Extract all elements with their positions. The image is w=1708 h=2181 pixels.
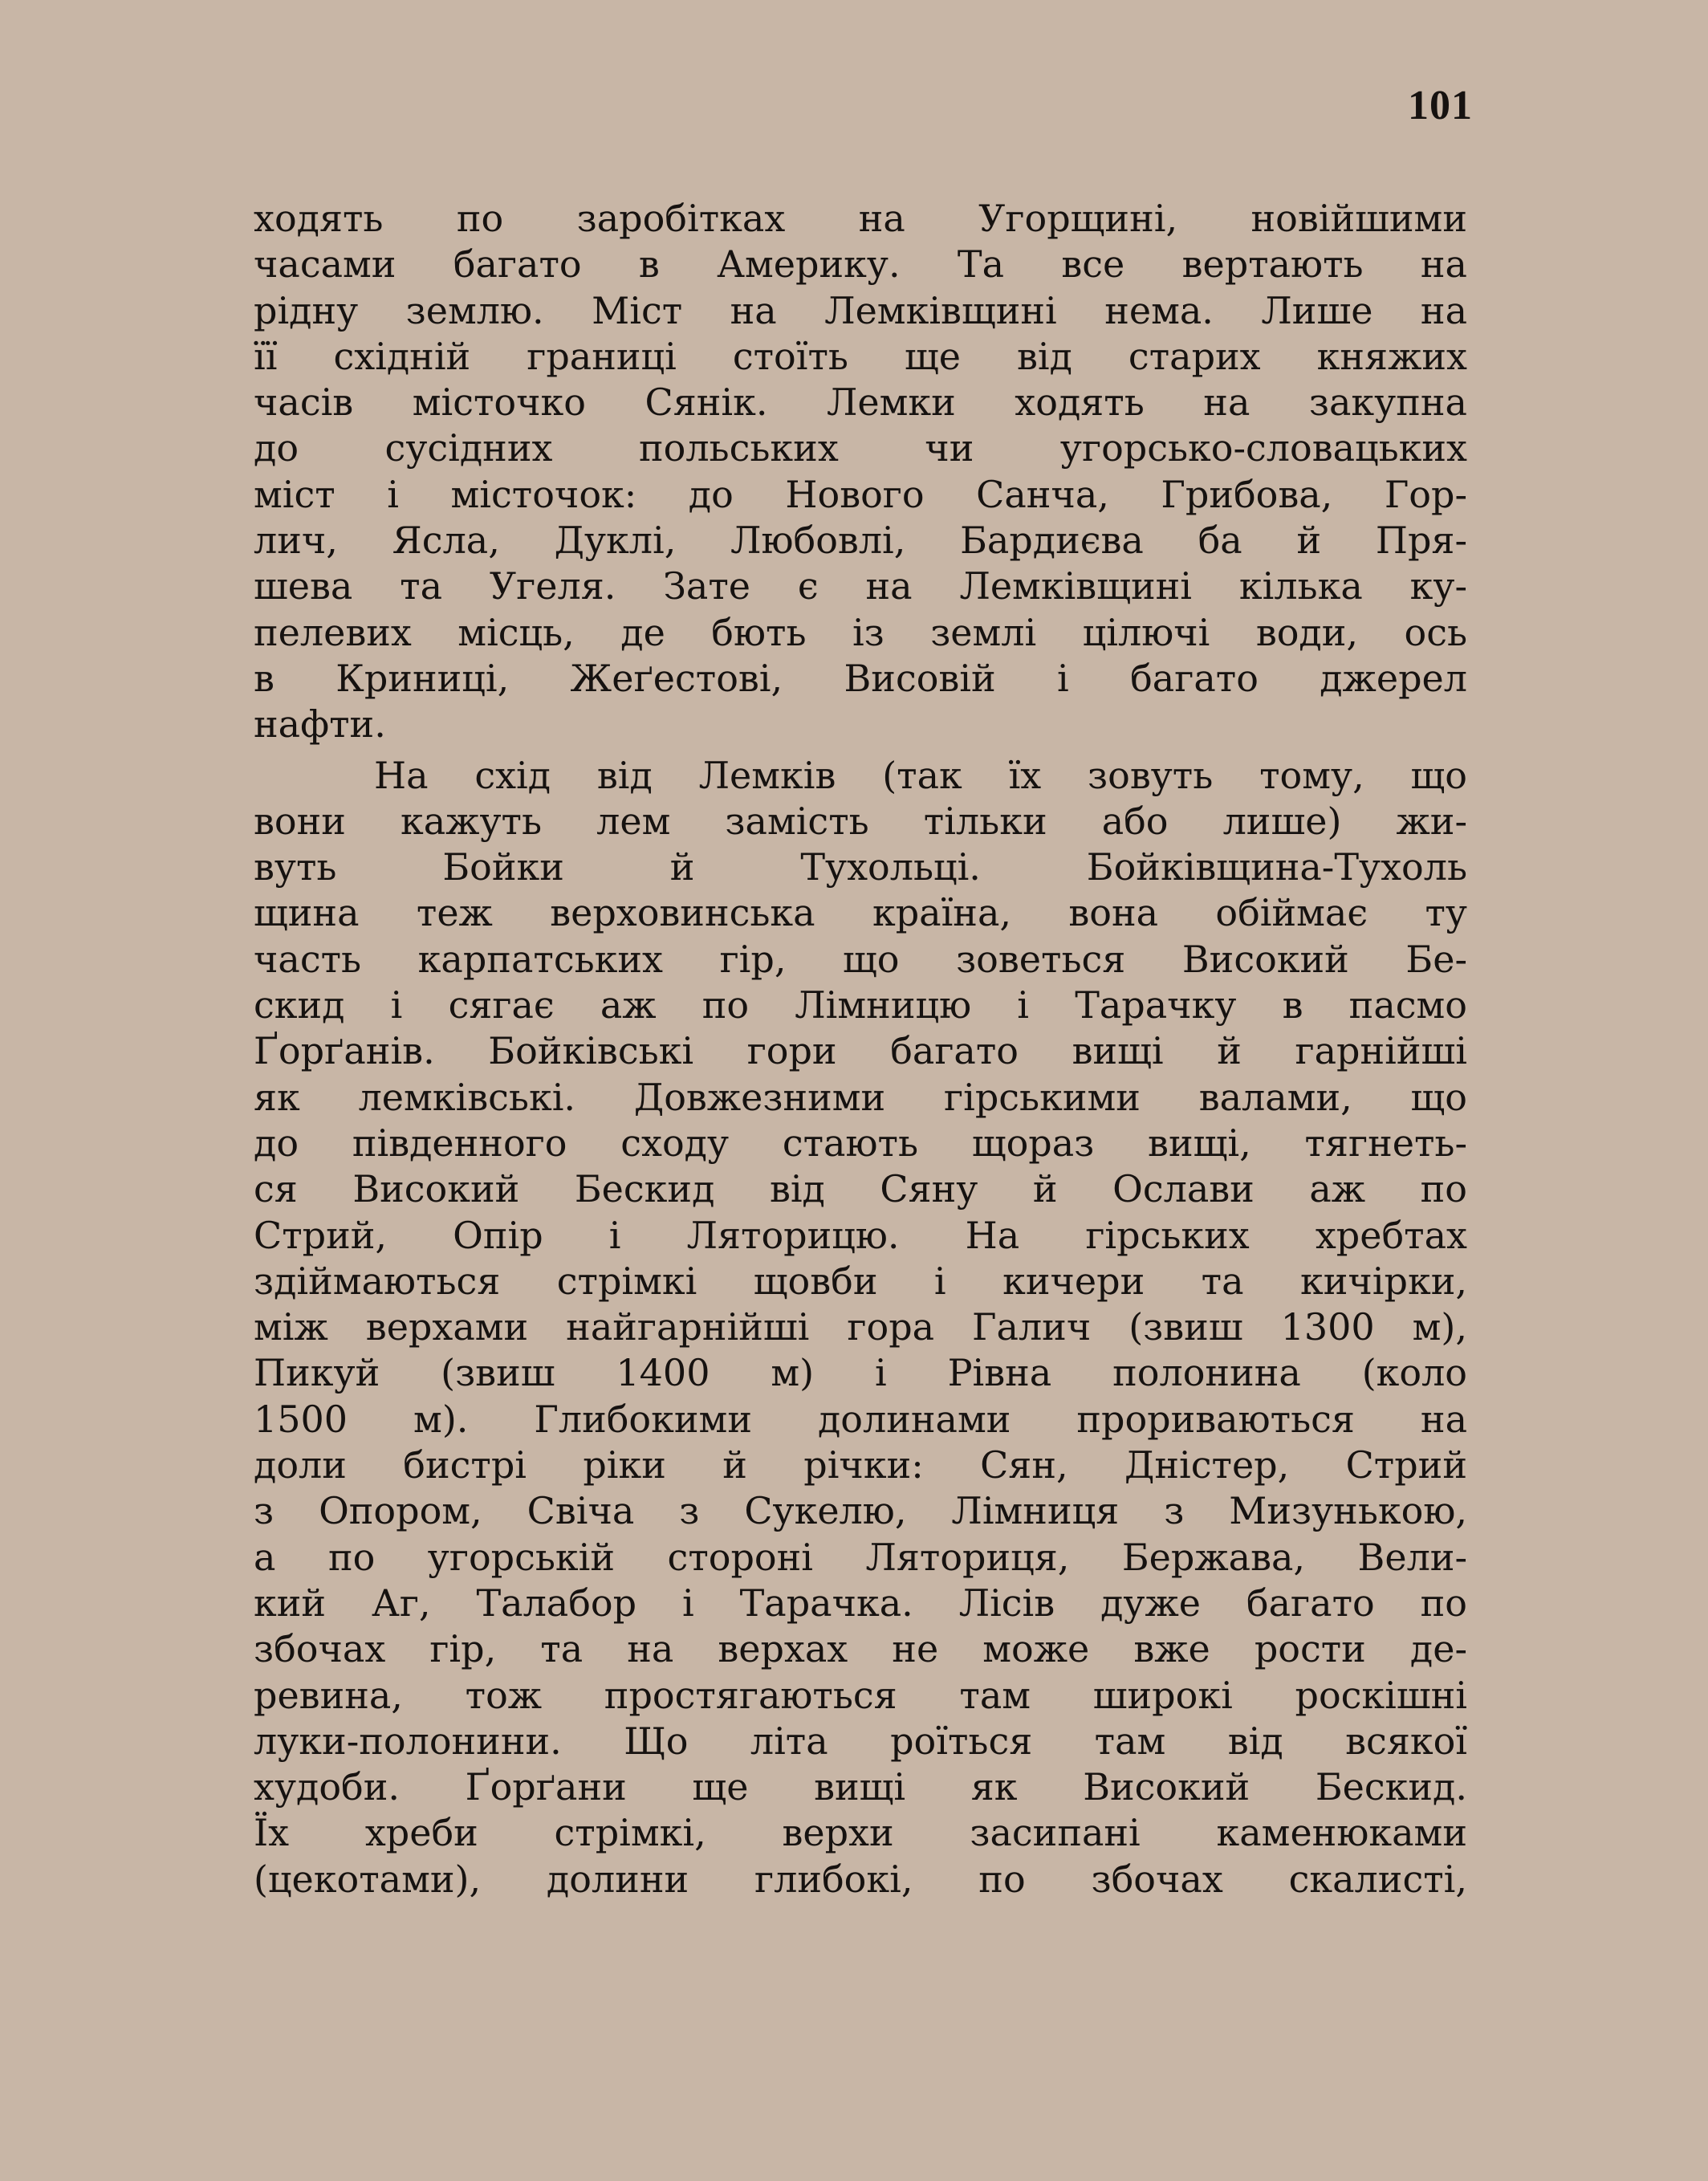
text-line: часів місточко Сянік. Лемки ходять на закупна <box>254 380 1467 425</box>
text-line: її східній границі стоїть ще від старих княжих <box>254 334 1467 378</box>
text-line: шева та Угеля. Зате є на Лемківщині кілька ку- <box>254 564 1467 608</box>
text-line: рідну землю. Міст на Лемківщині нема. Лише на <box>254 288 1467 332</box>
text-line: худоби. Ґорґани ще вищі як Високий Бескид. <box>254 1765 1467 1809</box>
text-line: ходять по заробітках на Угорщині, новійшими <box>254 197 1467 240</box>
text-line: як лемківські. Довжезними гірськими валами, що <box>254 1075 1467 1119</box>
text-line: міст і місточок: до Нового Санча, Грибова, Гор- <box>254 472 1467 516</box>
body-text <box>254 196 1467 1902</box>
text-line: в Криниці, Жеґестові, Висовій і багато джерел <box>254 656 1467 700</box>
text-line: луки-полонини. Що літа роїться там від всякої <box>254 1719 1467 1763</box>
text-line: Пикуй (звиш 1400 м) і Рівна полонина (коло <box>254 1351 1467 1395</box>
text-line: скид і сягає аж по Лімницю і Тарачку в пасмо <box>254 983 1467 1027</box>
text-line: з Опором, Свіча з Сукелю, Лімниця з Мизунькою, <box>254 1489 1467 1533</box>
text-line: здіймаються стрімкі щовби і кичери та кичірки, <box>254 1259 1467 1303</box>
text-line: ся Високий Бескид від Сяну й Ослави аж по <box>254 1167 1467 1211</box>
text-line: щина теж верховинська країна, вона обіймає ту <box>254 891 1467 935</box>
text-line: Їх хреби стрімкі, верхи засипані каменюками <box>254 1811 1467 1855</box>
text-line: а по угорській стороні Ляториця, Бержава, Вели- <box>254 1535 1467 1579</box>
text-line: збочах гір, та на верхах не може вже рости де- <box>254 1627 1467 1671</box>
text-line: доли бистрі ріки й річки: Сян, Дністер, Стрий <box>254 1443 1467 1487</box>
text-line: вуть Бойки й Тухольці. Бойківщина-Тухоль <box>254 845 1467 889</box>
text-line: кий Аг, Талабор і Тарачка. Лісів дуже багато по <box>254 1581 1467 1625</box>
text-line: (цекотами), долини глибокі, по збочах скалисті, <box>254 1857 1467 1901</box>
text-line: до південного сходу стають щораз вищі, тягнеть- <box>254 1121 1467 1165</box>
text-line: часть карпатських гір, що зоветься Високий Бе- <box>254 937 1467 981</box>
text-line: Ґорґанів. Бойківські гори багато вищі й гарнійші <box>254 1029 1467 1073</box>
paragraph <box>254 196 1467 748</box>
page-number: 101 <box>1408 83 1473 128</box>
text-line: ревина, тож простягаються там широкі роскішні <box>254 1673 1467 1717</box>
text-line: На схід від Лемків (так їх зовуть тому, що <box>374 753 1467 797</box>
text-line: Стрий, Опір і Ляторицю. На гірських хребтах <box>254 1213 1467 1257</box>
text-line: часами багато в Америку. Та все вертають на <box>254 242 1467 287</box>
text-line: вони кажуть лем замість тільки або лише) жи- <box>254 799 1467 843</box>
text-line: нафти. <box>254 702 386 747</box>
text-line: 1500 м). Глибокими долинами прориваються на <box>254 1397 1467 1441</box>
paragraph <box>254 753 1467 1902</box>
text-line: лич, Ясла, Дуклі, Любовлі, Бардиєва ба й Пря- <box>254 519 1467 563</box>
text-line: пелевих місць, де бють із землі цілючі води, ось <box>254 610 1467 654</box>
text-line: між верхами найгарнійші гора Галич (звиш 1300 м), <box>254 1305 1467 1349</box>
text-line: до сусідних польських чи угорсько-словацьких <box>254 426 1467 470</box>
